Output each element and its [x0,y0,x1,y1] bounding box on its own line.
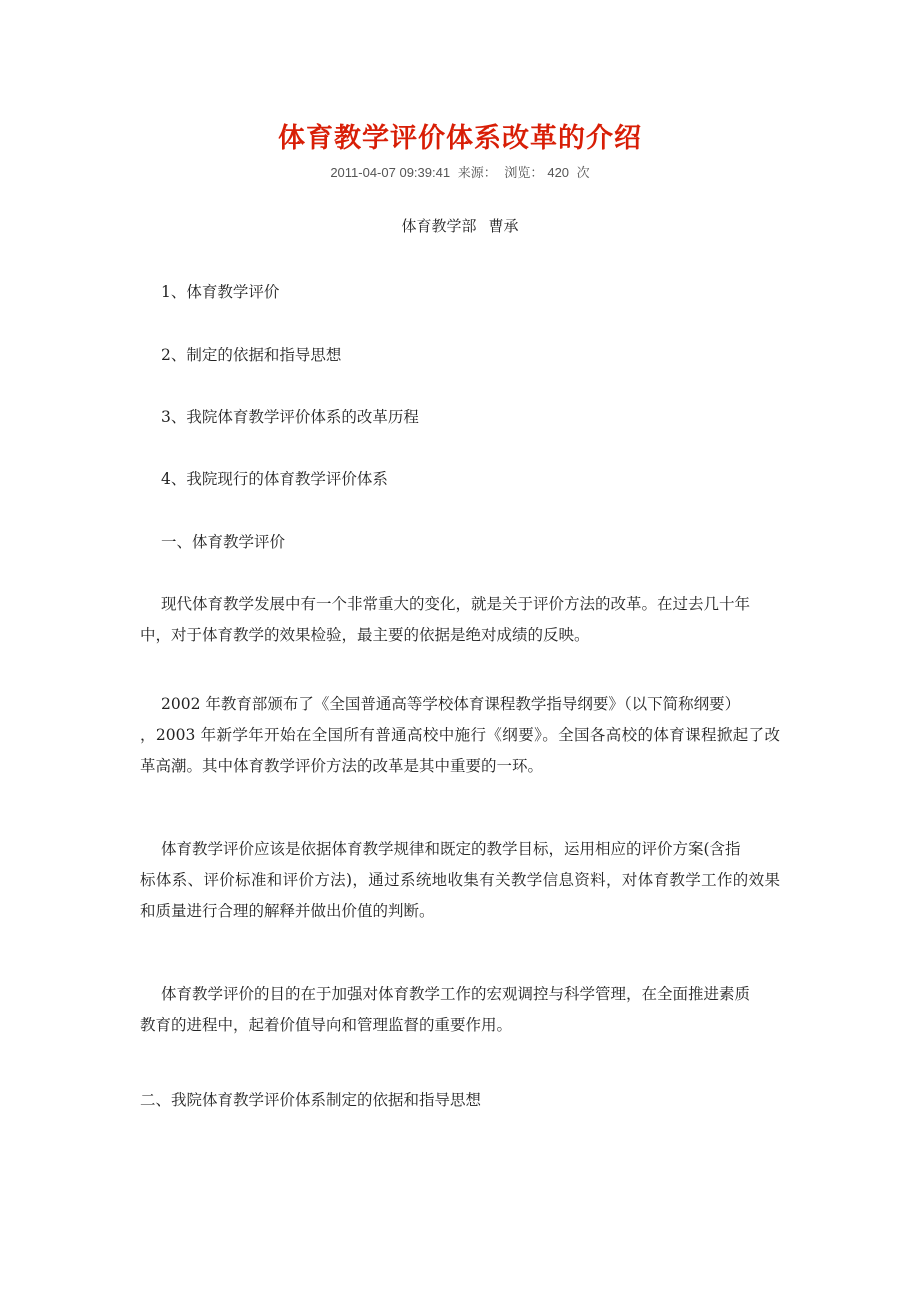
paragraph [140,689,780,782]
section-heading: 一、体育教学评价 [161,533,286,551]
outline-item: 3、我院体育教学评价体系的改革历程 [161,408,419,426]
article-title: 体育教学评价体系改革的介绍 [278,123,642,154]
paragraph [140,834,780,927]
source-label: 来源： [457,165,497,180]
outline-item: 1、体育教学评价 [161,283,280,301]
author-name: 曹承 [488,217,519,235]
paragraph-rest: 标体系、评价标准和评价方法)，通过系统地收集有关教学信息资料，对体育教学工作的效果和质量进行合理的解释并做出价值的判断。 [140,871,780,920]
outline-item: 4、我院现行的体育教学评价体系 [161,470,388,488]
paragraph-first-line: 2002 年教育部颁布了《全国普通高等学校体育课程教学指导纲要》（以下简称纲要） [161,695,741,713]
paragraph-first-line: 现代体育教学发展中有一个非常重大的变化，就是关于评价方法的改革。在过去几十年 [161,595,751,613]
article-meta [0,162,920,181]
paragraph-rest: 中，对于体育教学的效果检验，最主要的依据是绝对成绩的反映。 [140,626,590,644]
publish-datetime: 2011-04-07 09:39:41 [330,165,451,180]
views-unit: 次 [576,165,590,180]
article-author [0,215,920,236]
paragraph [140,589,780,651]
author-dept: 体育教学部 [401,217,477,235]
outline-item: 2、制定的依据和指导思想 [161,346,342,364]
paragraph-rest: 教育的进程中，起着价值导向和管理监督的重要作用。 [140,1016,513,1034]
views-count: 420 [547,165,570,180]
paragraph-rest: ，2003 年新学年开始在全国所有普通高校中施行《纲要》。全国各高校的体育课程掀起了改革高潮。其中体育教学评价方法的改革是其中重要的一环。 [140,726,780,775]
paragraph-first-line: 体育教学评价的目的在于加强对体育教学工作的宏观调控与科学管理，在全面推进素质 [161,985,751,1003]
paragraph-first-line: 体育教学评价应该是依据体育教学规律和既定的教学目标，运用相应的评价方案(含指 [161,840,741,858]
views-label: 浏览： [504,165,544,180]
paragraph [140,979,780,1041]
section-heading: 二、我院体育教学评价体系制定的依据和指导思想 [140,1091,482,1109]
